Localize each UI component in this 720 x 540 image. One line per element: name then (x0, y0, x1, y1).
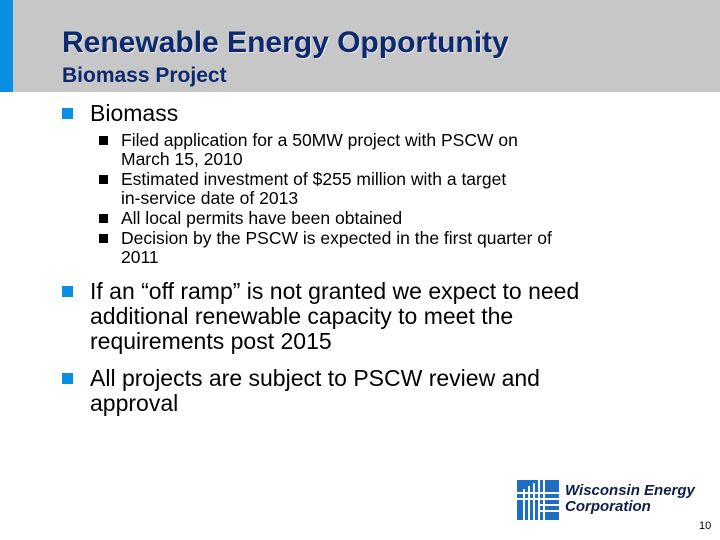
bullet-text: All projects are subject to PSCW review and (90, 365, 540, 391)
sub-bullet-text: in-service date of 2013 (121, 188, 299, 208)
bullet-square-icon (62, 108, 73, 119)
sub-bullet-square-icon (99, 136, 108, 145)
bullet-text: requirements post 2015 (90, 328, 332, 354)
sub-bullet-text: 2011 (121, 247, 159, 267)
wisconsin-energy-logo-mark-icon (516, 479, 560, 521)
sub-bullet-text: Estimated investment of $255 million with a target (121, 169, 507, 189)
company-logo (516, 479, 695, 521)
bullet-list (62, 101, 662, 416)
bullet-square-icon (62, 373, 73, 384)
bullet-text: If an “off ramp” is not granted we expect to need (90, 278, 580, 304)
sub-bullet-application (62, 131, 662, 169)
sub-bullet-square-icon (99, 234, 108, 243)
logo-line-1: Wisconsin Energy (565, 482, 695, 499)
header-accent-stripe (0, 0, 13, 92)
bullet-text: additional renewable capacity to meet the (90, 303, 514, 329)
page-number: 10 (699, 520, 712, 532)
bullet-off-ramp (62, 279, 662, 354)
sub-bullet-text: March 15, 2010 (121, 149, 243, 169)
slide-title: Renewable Energy Opportunity (62, 26, 509, 59)
sub-bullet-investment (62, 170, 662, 208)
sub-bullet-permits (62, 209, 662, 228)
slide-subtitle: Biomass Project (62, 64, 227, 87)
sub-bullet-square-icon (99, 175, 108, 184)
sub-bullet-text: Filed application for a 50MW project with PSCW on (121, 130, 518, 150)
sub-bullet-text: All local permits have been obtained (121, 208, 403, 228)
sub-bullet-decision (62, 229, 662, 267)
sub-bullet-square-icon (99, 214, 108, 223)
bullet-text: approval (90, 390, 179, 416)
bullet-biomass (62, 101, 662, 126)
bullet-text: Biomass (90, 100, 179, 126)
bullet-pscw-review (62, 366, 662, 416)
logo-wordmark (565, 483, 695, 515)
sub-bullet-text: Decision by the PSCW is expected in the first quarter of (121, 228, 552, 248)
bullet-square-icon (62, 286, 73, 297)
logo-line-2: Corporation (565, 498, 651, 515)
